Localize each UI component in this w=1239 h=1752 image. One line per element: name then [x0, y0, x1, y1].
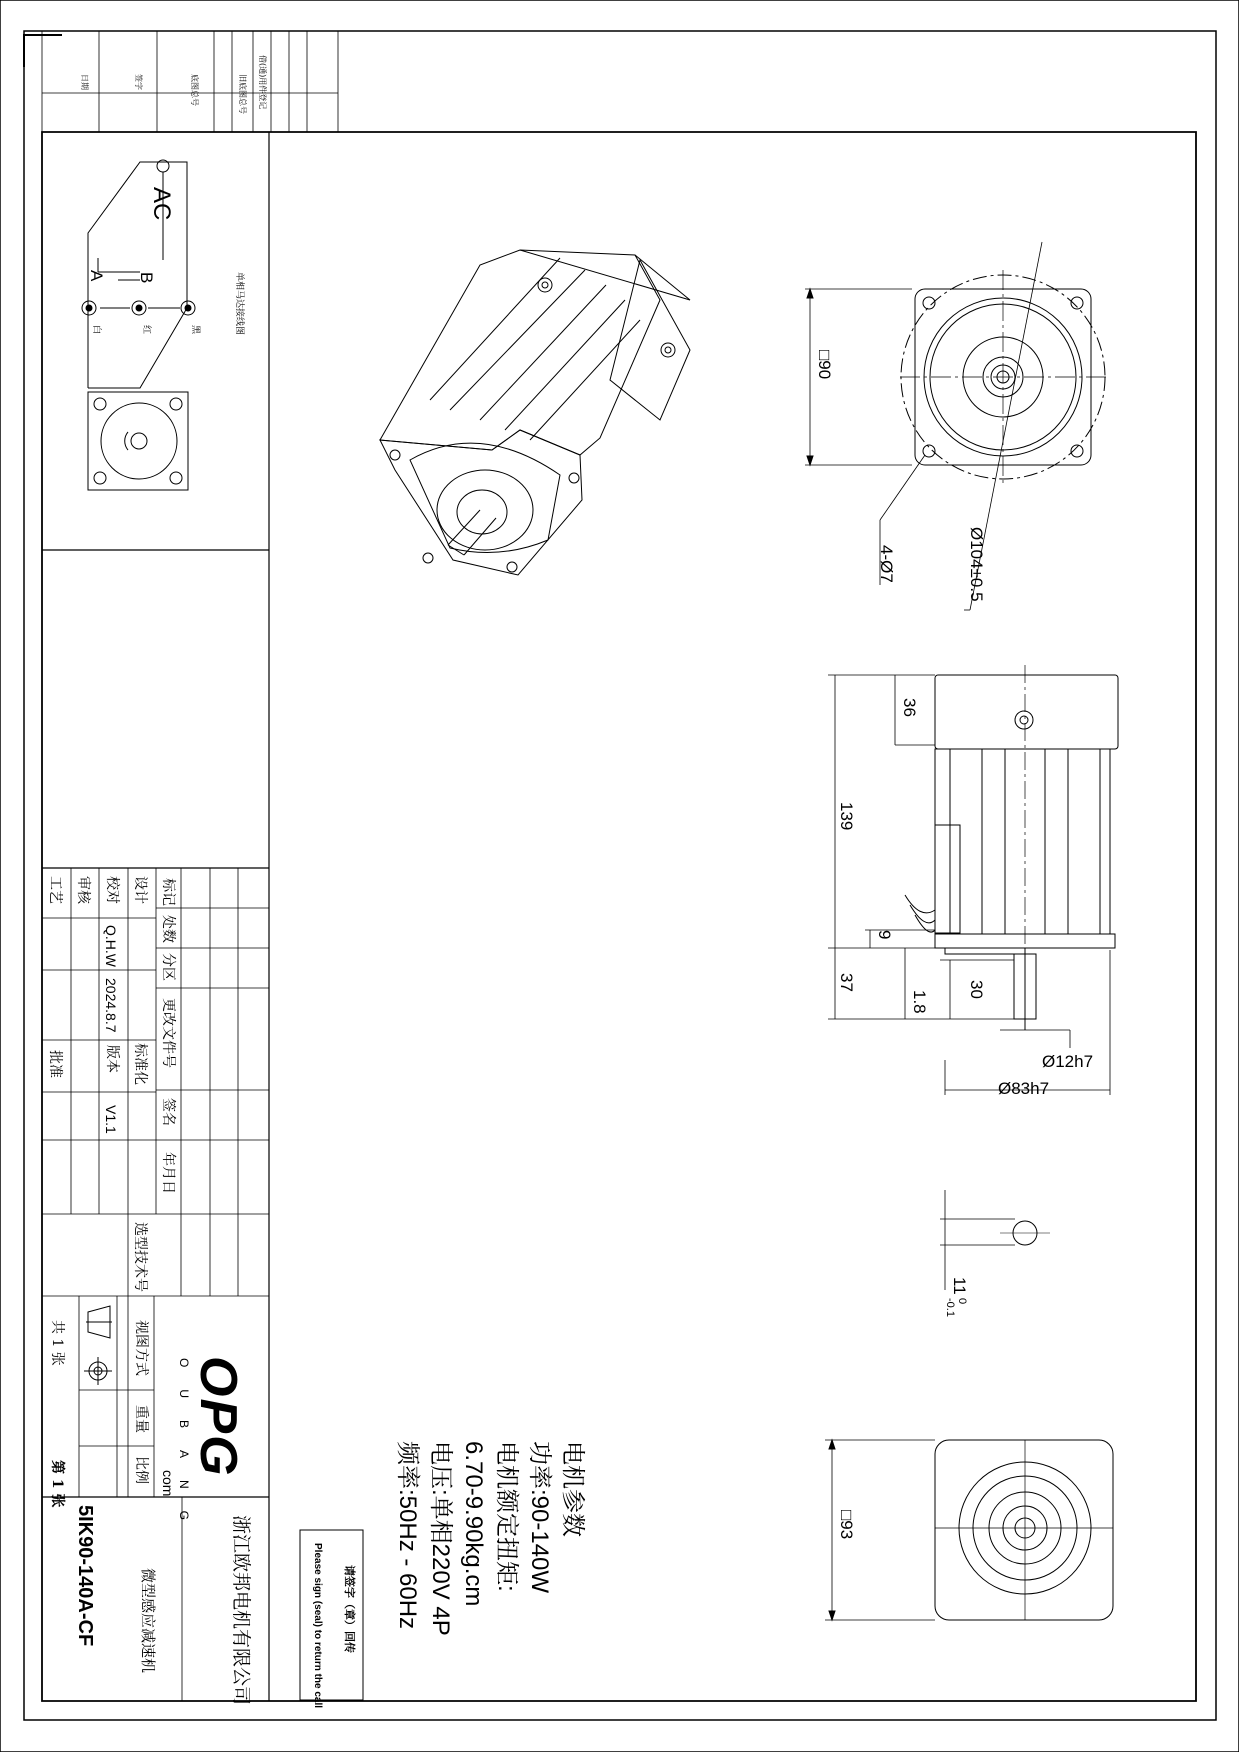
front-view	[805, 242, 1110, 610]
brand-name: OUBANG	[177, 1358, 191, 1543]
dim-front-hole-pcd: Ø104±0.5	[967, 527, 986, 602]
tb-label-process: 工艺	[47, 876, 63, 904]
spec-power: 功率:90-140W	[526, 1441, 553, 1594]
tb-designer: Q.H.W	[103, 925, 119, 967]
tb-col-count: 处数	[160, 915, 176, 943]
spec-heading: 电机参数	[559, 1441, 586, 1537]
dim-key-tol-upper: 0	[956, 1298, 968, 1305]
dim-pilot-dia: Ø83h7	[998, 1079, 1050, 1098]
tb-scale: 比例	[133, 1456, 149, 1484]
dim-side-36: 36	[900, 698, 919, 717]
dim-side-30: 30	[967, 980, 986, 999]
rev-header-signature: 签字	[134, 74, 143, 90]
tb-label-check: 校对	[104, 876, 120, 904]
rear-view	[825, 1440, 1113, 1620]
tb-selection-code: 选型技术号	[132, 1222, 148, 1292]
dim-side-139: 139	[837, 802, 856, 831]
tb-col-date: 年月日	[160, 1152, 176, 1194]
model-number: 5IK90-140A-CF	[74, 1505, 96, 1647]
tb-projection: 视图方式	[133, 1320, 149, 1376]
tb-version-label: 版本	[104, 1045, 120, 1073]
spec-voltage: 电压:单相220V 4P	[427, 1441, 454, 1636]
dim-rear-square: □93	[837, 1510, 856, 1540]
tb-label-review: 审核	[75, 876, 91, 904]
tb-col-mark: 标记	[160, 878, 176, 906]
projection-symbol	[84, 1306, 112, 1385]
spec-torque-value: 6.70-9.90kg.cm	[460, 1441, 487, 1607]
tb-label-approve: 批准	[47, 1050, 63, 1078]
wiring-wire-white: 白	[91, 325, 101, 335]
sign-return-en: Please sign (seal) to return the call	[312, 1543, 323, 1709]
rev-header-base-drawing: 底图总号	[190, 74, 199, 106]
spec-torque-label: 电机额定扭矩:	[493, 1441, 520, 1592]
rev-header-shared-parts: 借(通)用件登记	[258, 55, 267, 110]
opg-logo: OPG	[189, 1356, 247, 1478]
wiring-terminal-b: B	[137, 272, 156, 284]
dim-key-height: 11	[950, 1277, 969, 1295]
rev-header-old-base-drawing: 旧底图总号	[238, 74, 247, 114]
dim-shaft-dia: Ø12h7	[1042, 1052, 1094, 1071]
company-name: 浙江欧邦电机有限公司	[230, 1515, 252, 1706]
tb-standardization: 标准化	[132, 1043, 148, 1085]
rev-header-date: 日期	[80, 74, 89, 90]
dim-front-holes: 4-Ø7	[877, 545, 896, 583]
wiring-wire-red: 红	[141, 325, 151, 335]
tb-col-zone: 分区	[160, 953, 176, 981]
wiring-terminal-a: A	[87, 270, 106, 282]
tb-label-design: 设计	[132, 876, 148, 904]
brand-suffix: com	[160, 1470, 176, 1497]
isometric-motor-view	[380, 250, 690, 575]
dim-side-1-8: 1.8	[910, 990, 929, 1014]
product-description: 微型感应减速机	[139, 1568, 157, 1674]
wiring-wire-black: 黑	[190, 325, 200, 335]
dim-side-9: 9	[875, 930, 894, 940]
dim-key-tol-lower: -0.1	[944, 1298, 956, 1317]
dim-front-square: □90	[815, 350, 834, 380]
dim-side-37: 37	[837, 973, 856, 992]
tb-date: 2024.8.7	[103, 978, 119, 1033]
tb-sheet-no: 第 1 张	[49, 1460, 65, 1508]
spec-frequency: 频率:50Hz - 60Hz	[394, 1441, 421, 1630]
side-view	[828, 665, 1118, 1098]
wiring-ac-label: AC	[148, 187, 175, 221]
tb-col-change-doc: 更改文件号	[160, 998, 176, 1068]
tb-weight: 重量	[133, 1405, 149, 1433]
tb-version: V1.1	[103, 1105, 119, 1134]
sign-return-cn: 请签字（章）回传	[343, 1565, 356, 1653]
tb-sheets-total: 共 1 张	[49, 1320, 65, 1366]
tb-col-signature: 签名	[160, 1098, 176, 1126]
key-view	[940, 1190, 1050, 1290]
wiring-title: 单相马达接线图	[234, 272, 244, 336]
